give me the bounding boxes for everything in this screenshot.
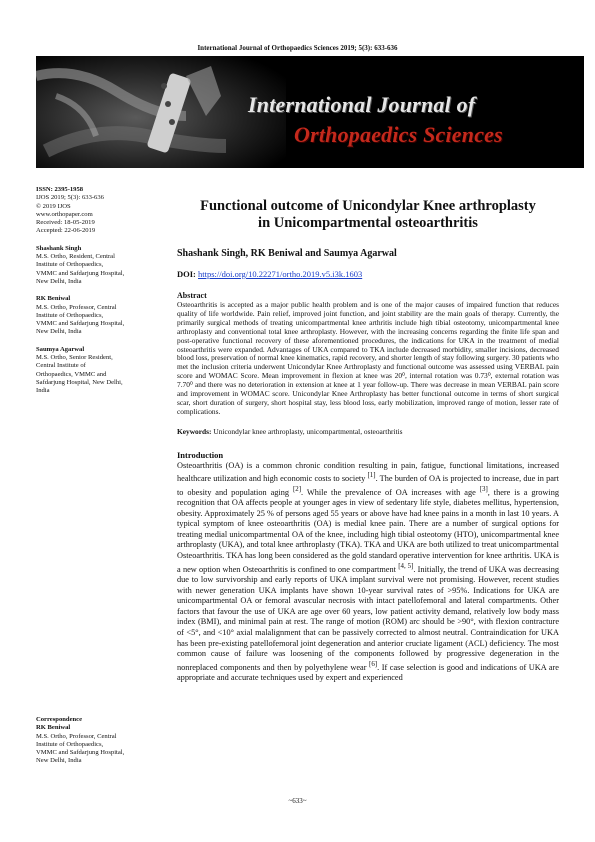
affiliation-line: VMMC and Safdarjung Hospital, <box>36 320 125 328</box>
citation-ref[interactable]: [3] <box>479 485 488 493</box>
abstract-text: Osteoarthritis is accepted as a major public health problem and is one of the major causes of impaired function that reduces quality of life worldwide. Pain relief, improved joint function, and joint stability are the main goals of therapy. Currently, the primarily surgical methods of treating unicompartmental knee arthritis include high tibial osteotomy, unicompartmental knee arthroplasty and conventional total knee arthroplasty. However, with the increasing concerns regarding the finite life span and post-operative functional recovery of these aforementioned procedures, the indications for UKA in the treatment of medial osteoarthritis were expanded. Advantages of UKA compared to TKA include decreased morbidity, smaller incisions, decreased blood loss, preservation of normal knee kinematics, rapid recovery, and shorter length of stay following surgery. 30 patients who met the inclusion criteria underwent Unicondylar Knee Arthroplasty and functional outcome was assessed using VERBAL pain score and WOMAC Score. Mean improvement in flexion at knee was 20⁰, internal rotation was 0.73⁰, external rotation was 7.70⁰ and there was no deterioration in extension at knee at 1 year follow-up. There was decrease in mean VERBAL pain score and improvement in WOMAC score. Unicondylar Knee Arthroplasty has better functional outcome in terms of short surgical scar, short duration of surgery, short hospital stay, less blood loss, early mobilization, improved range of motion, lesser rate of complications. <box>177 300 559 416</box>
author-affiliation <box>36 346 176 396</box>
affiliation-line: New Delhi, India <box>36 277 82 285</box>
article-title <box>177 198 559 232</box>
meta-copyright: © 2019 IJOS <box>36 202 71 210</box>
affiliation-line: Orthopaedics, VMMC and <box>36 370 107 378</box>
citation-ref[interactable]: [6] <box>369 660 378 668</box>
author-name: RK Beniwal <box>36 295 71 303</box>
intro-text: , there is a growing recognition that OA affects people at younger ages in view of sedentary life style, diabetes mellitus, hypertension, obesity. Approximately 25 % of persons aged 55 years or above have had knee pains in a month in last 10 years. A typical symptom of knee osteoarthritis (OA) is medial knee pain. There are a number of surgical options for treating medial unicompartmental OA of the knee, including high tibial osteotomy (HTO), unicompartmental knee arthroplasty (UKA), and total knee arthroplasty (TKA). TKA and UKA are both utilized to treat unicompartmental Osteoarthritis. TKA has long been considered as the gold standard operative intervention for knee arthritis. UKA is a new option when Osteoarthritis is confined to one compartment <box>177 487 559 574</box>
abstract-heading: Abstract <box>177 291 207 300</box>
author-name: Shashank Singh <box>36 244 82 252</box>
doi-label: DOI: <box>177 269 196 279</box>
author-name: Saumya Agarwal <box>36 345 85 353</box>
affiliation-line: Institute of Orthopaedics, <box>36 740 104 748</box>
article-main <box>177 198 559 684</box>
affiliation-line: Central Institute of <box>36 362 86 370</box>
affiliation-line: M.S. Ortho, Professor, Central <box>36 303 117 311</box>
intro-text: . While the prevalence of OA increases with age <box>301 487 480 497</box>
citation-ref[interactable]: [1] <box>367 472 376 480</box>
meta-volume: IJOS 2019; 5(3): 633-636 <box>36 194 104 202</box>
citation-ref[interactable]: [2] <box>292 485 302 493</box>
correspondence-heading: Correspondence <box>36 716 83 723</box>
affiliation-line: VMMC and Safdarjung Hospital, <box>36 269 125 277</box>
journal-citation-line: International Journal of Orthopaedics Sciences 2019; 5(3): 633-636 <box>197 44 398 52</box>
article-title-line1: Functional outcome of Unicondylar Knee arthroplasty <box>200 198 536 214</box>
meta-accepted: Accepted: 22-06-2019 <box>36 227 96 235</box>
journal-banner <box>36 56 584 168</box>
author-affiliation <box>36 295 176 336</box>
doi-link[interactable]: https://doi.org/10.22271/ortho.2019.v5.i3k.1603 <box>198 269 363 279</box>
banner-title-line2: Orthopaedics Sciences <box>294 122 503 147</box>
meta-website[interactable]: www.orthopaper.com <box>36 210 93 218</box>
keywords-label: Keywords: <box>177 426 212 436</box>
affiliation-line: M.S. Ortho, Professor, Central <box>36 732 117 740</box>
keywords-text: Unicondylar knee arthroplasty, unicompartmental, osteoarthritis <box>213 426 403 436</box>
page-number: ~633~ <box>288 797 307 805</box>
intro-text: . If case selection is good and indications of UKA are appropriate and accurate techniques used by expert and experienced <box>177 662 559 683</box>
article-title-line2: in Unicompartmental osteoarthritis <box>258 215 478 231</box>
article-meta <box>36 186 176 236</box>
affiliation-line: Institute of Orthopaedics, <box>36 311 104 319</box>
affiliation-line: Institute of Orthopaedics, <box>36 261 104 269</box>
doi-line <box>177 269 559 279</box>
introduction-heading: Introduction <box>177 449 224 460</box>
citation-ref[interactable]: [4, 5] <box>398 562 414 570</box>
intro-text: . Initially, the trend of UKA was decreasing due to low survivorship and early reports of UKA implant survival were not promising. However, recent studies with newer generation UKA implants have shown 10-year survival rates of >95%. Indications for UKA are unicompartmental OA or femoral avascular necrosis with intact patellofemoral and lateral compartments. Other factors that favour the use of UKA are age over 60 years, low patient activity demand, relatively low body mass index (BMI), and minimal pain at rest. The range of motion (ROM) arc should be >90°, with flexion contracture of <5°, and <10° axial malalignment that can be passively corrected to almost neutral. Contraindication for UKA has been pre-existing patellofemoral joint degeneration and anterior cruciate ligament (ACL) deficiency. The most common cause of failure was loosening of the components followed by progressive degeneration in the nonreplaced components and then by polyethylene wear <box>177 564 560 672</box>
affiliation-line: New Delhi, India <box>36 757 82 765</box>
affiliation-line: New Delhi, India <box>36 328 82 336</box>
article-sidebar <box>36 186 176 405</box>
author-affiliation <box>36 245 176 286</box>
meta-issn: ISSN: 2395-1958 <box>36 186 84 193</box>
correspondence-block <box>36 716 176 766</box>
affiliation-line: M.S. Ortho, Resident, Central <box>36 253 115 261</box>
affiliation-line: Safdarjung Hospital, New Delhi, <box>36 378 123 386</box>
intro-text: . The burden of OA is projected to increase, due in part to obesity and population aging <box>177 474 559 497</box>
affiliation-line: VMMC and Safdarjung Hospital, <box>36 749 125 757</box>
keywords-line <box>177 427 559 436</box>
intro-text: Osteoarthritis (OA) is a common chronic condition resulting in pain, fatigue, functional limitations, increased healthcare utilization and high economic costs to society <box>177 460 559 484</box>
correspondence-name: RK Beniwal <box>36 724 71 732</box>
article-authors: Shashank Singh, RK Beniwal and Saumya Agarwal <box>177 248 397 259</box>
affiliation-line: India <box>36 387 50 395</box>
affiliation-line: M.S. Ortho, Senior Resident, <box>36 354 113 362</box>
introduction-text <box>177 461 559 684</box>
banner-title-line1: International Journal of <box>248 92 476 117</box>
meta-received: Received: 18-05-2019 <box>36 219 95 227</box>
